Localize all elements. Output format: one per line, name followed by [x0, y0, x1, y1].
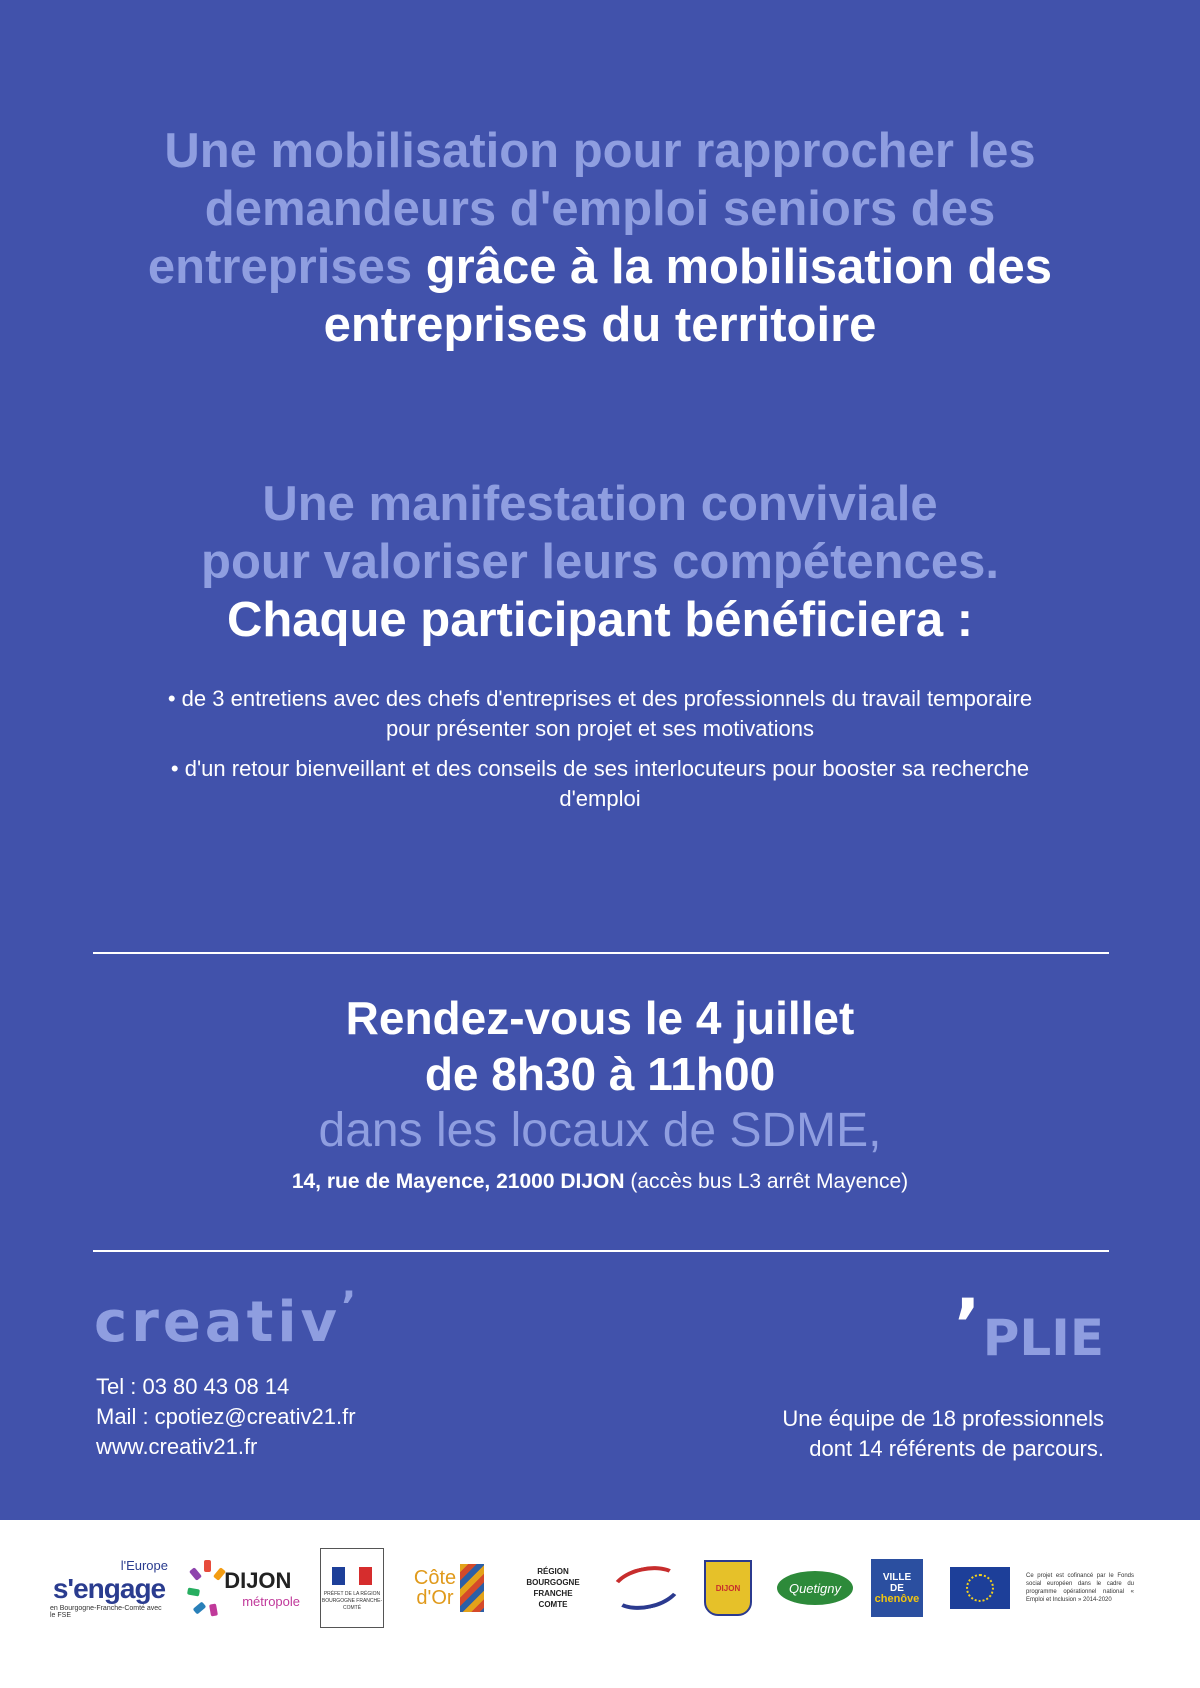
rendezvous-block — [80, 990, 1120, 1196]
cote-dor-stripes-icon — [460, 1564, 484, 1612]
french-flag-icon — [332, 1567, 372, 1585]
eu-flag-icon — [950, 1567, 1010, 1609]
address-note: (accès bus L3 arrêt Mayence) — [630, 1170, 909, 1193]
dijon-metropole-logo: DIJON métropole — [190, 1548, 300, 1628]
contact-website[interactable]: www.creativ21.fr — [96, 1434, 258, 1459]
europe-sengage-logo: l'Europe s'engage en Bourgogne-Franche-Comté avec le FSE — [50, 1557, 168, 1619]
team-line-1: Une équipe de 18 professionnels — [782, 1406, 1104, 1431]
event-headline — [80, 475, 1120, 649]
eu-flag-logo — [948, 1548, 1012, 1628]
cote-dor-logo: Côte d'Or — [408, 1548, 490, 1628]
benefit-item: • d'un retour bienveillant et des conseils de ses interlocuteurs pour booster sa recherche d'emploi — [170, 756, 1030, 811]
ville-de-chenove-logo: VILLE DE chenôve — [870, 1548, 924, 1628]
prefet-region-logo: PRÉFET DE LA RÉGION BOURGOGNE FRANCHE-COMTÉ — [320, 1548, 384, 1628]
benefit-item: • de 3 entretiens avec des chefs d'entreprises et des professionnels du travail temporaire pour présenter son projet et ses motivations — [167, 686, 1033, 741]
plie-logo-text: PLIE — [982, 1309, 1104, 1367]
creativ-logo-text: creativ — [94, 1290, 342, 1355]
divider-top — [93, 952, 1109, 954]
contact-tel: Tel : 03 80 43 08 14 — [96, 1374, 290, 1399]
main-headline — [80, 122, 1120, 354]
event-line-1: Une manifestation conviviale — [262, 477, 938, 531]
plie-logo — [954, 1284, 1104, 1372]
contact-info — [96, 1372, 356, 1462]
contact-mail[interactable]: Mail : cpotiez@creativ21.fr — [96, 1404, 356, 1429]
address-main: 14, rue de Mayence, 21000 DIJON — [291, 1170, 625, 1193]
event-line-3: Chaque participant bénéficiera : — [226, 593, 974, 647]
event-line-2: pour valoriser leurs compétences. — [201, 535, 999, 589]
headline-light-part: Une mobilisation pour rapprocher les demandeurs d'emploi seniors des entreprises — [147, 124, 1036, 294]
region-bfc-logo: RÉGION BOURGOGNE FRANCHE COMTE — [526, 1567, 580, 1609]
eu-cofinancing-note: Ce projet est cofinancé par le Fonds social européen dans le cadre du programme opérationnel national « Emploi et Inclusion » 2014-2020 — [1026, 1573, 1134, 1603]
creativ-logo — [94, 1284, 361, 1355]
divider-bottom — [93, 1250, 1109, 1252]
creativ-logo-mark: ’ — [341, 1284, 361, 1330]
partner-logos-bar — [0, 1520, 1200, 1688]
plie-team-info — [782, 1404, 1104, 1464]
partner-shield-logo: DIJON — [704, 1548, 752, 1628]
rendezvous-time: de 8h30 à 11h00 — [424, 1048, 776, 1100]
partner-swoosh-logo — [610, 1548, 682, 1628]
rendezvous-date: Rendez-vous le 4 juillet — [345, 992, 855, 1044]
rendezvous-address — [80, 1168, 1120, 1196]
swoosh-icon — [606, 1560, 685, 1616]
rendezvous-place: dans les locaux de SDME, — [318, 1104, 882, 1157]
benefits-list — [150, 684, 1050, 824]
plie-logo-mark: ’ — [954, 1284, 981, 1366]
headline-white-part: grâce à la mobilisation des entreprises du territoire — [323, 240, 1053, 352]
quetigny-logo: Quetigny — [776, 1548, 854, 1628]
dijon-burst-icon — [190, 1558, 220, 1618]
team-line-2: dont 14 référents de parcours. — [809, 1436, 1104, 1461]
